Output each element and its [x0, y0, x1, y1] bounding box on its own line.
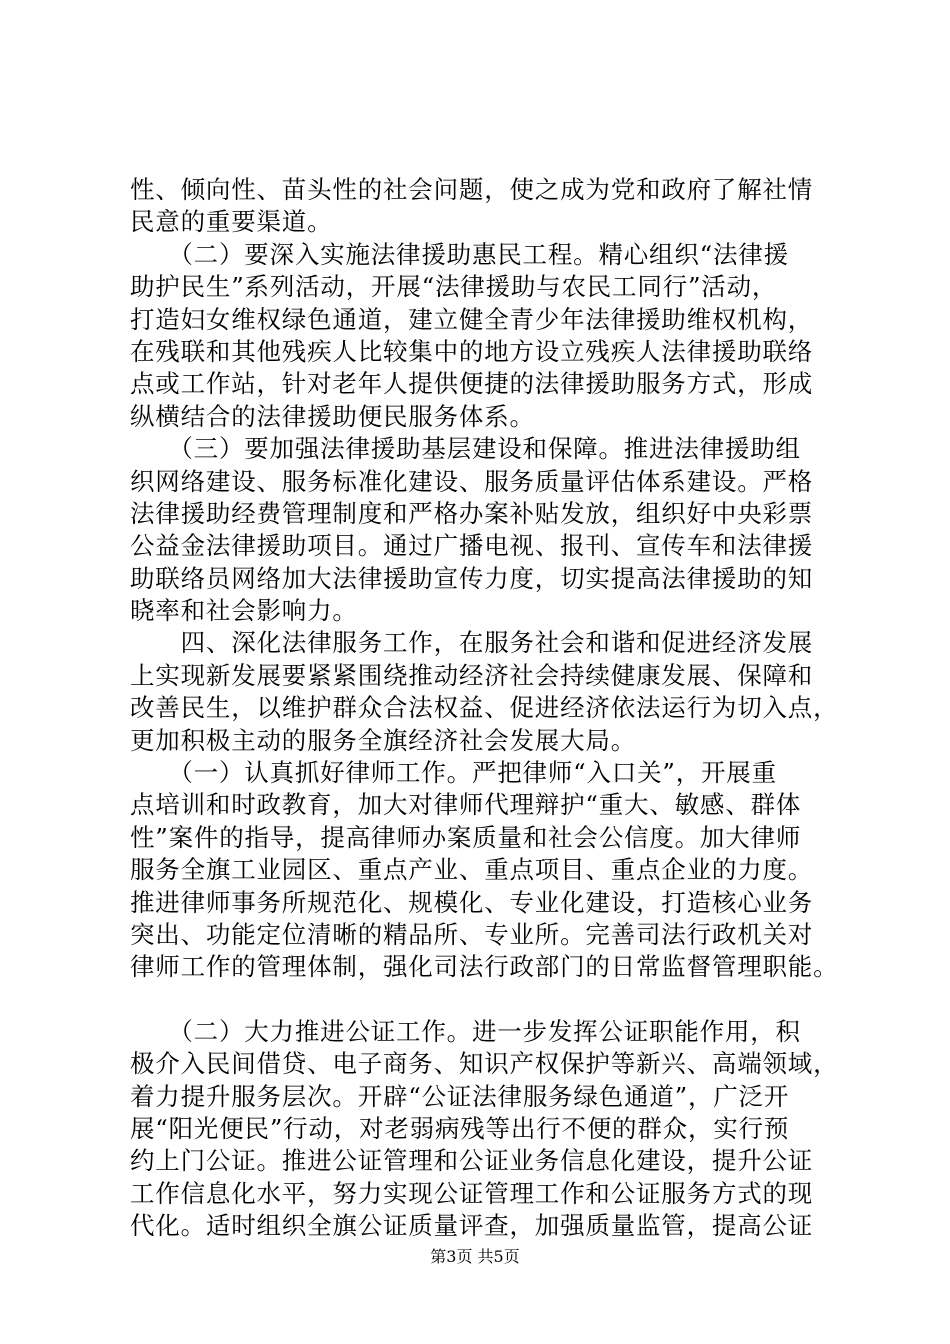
text-line: （二）大力推进公证工作。进一步发挥公证职能作用，积: [130, 1016, 801, 1046]
text-line: 民意的重要渠道。: [130, 207, 333, 237]
text-line: （二）要深入实施法律援助惠民工程。精心组织“法律援: [130, 239, 789, 269]
text-line: 纵横结合的法律援助便民服务体系。: [130, 401, 535, 431]
text-line: 公益金法律援助项目。通过广播电视、报刊、宣传车和法律援: [130, 531, 814, 561]
text-line: 改善民生，以维护群众合法权益、促进经济依法运行为切入点，: [130, 693, 839, 723]
paragraph: [130, 1016, 850, 1243]
text-line: 点或工作站，针对老年人提供便捷的法律援助服务方式，形成: [130, 369, 814, 399]
text-line: 助联络员网络加大法律援助宣传力度，切实提高法律援助的知: [130, 563, 814, 593]
text-line: 更加积极主动的服务全旗经济社会发展大局。: [130, 725, 636, 755]
text-line: 在残联和其他残疾人比较集中的地方设立残疾人法律援助联络: [130, 336, 814, 366]
text-line: 服务全旗工业园区、重点产业、重点项目、重点企业的力度。: [130, 855, 814, 885]
paragraph: [130, 174, 850, 239]
text-line: 突出、功能定位清晰的精品所、专业所。完善司法行政机关对: [130, 919, 814, 949]
document-body: [130, 174, 850, 1243]
text-line: 上实现新发展要紧紧围绕推动经济社会持续健康发展、保障和: [130, 660, 814, 690]
paragraph: [130, 433, 850, 627]
text-line: 极介入民间借贷、电子商务、知识产权保护等新兴、高端领域，: [130, 1049, 839, 1079]
text-line: 着力提升服务层次。开辟“公证法律服务绿色通道”，广泛开: [130, 1081, 790, 1111]
paragraph: [130, 239, 850, 433]
text-line: 代化。适时组织全旗公证质量评查，加强质量监管，提高公证: [130, 1211, 814, 1241]
text-line: 织网络建设、服务标准化建设、服务质量评估体系建设。严格: [130, 466, 814, 496]
text-line: 推进律师事务所规范化、规模化、专业化建设，打造核心业务: [130, 887, 814, 917]
text-line: 展“阳光便民”行动，对老弱病残等出行不便的群众，实行预: [130, 1113, 790, 1143]
text-line: 点培训和时政教育，加大对律师代理辩护“重大、敏感、群体: [130, 790, 802, 820]
text-line: 性、倾向性、苗头性的社会问题，使之成为党和政府了解社情: [130, 175, 814, 204]
text-line: 打造妇女维权绿色通道，建立健全青少年法律援助维权机构，: [130, 304, 814, 334]
text-line: 性”案件的指导，提高律师办案质量和社会公信度。加大律师: [130, 822, 802, 852]
paragraph-spacer: [130, 984, 850, 1016]
text-line: （一）认真抓好律师工作。严把律师“入口关”，开展重: [130, 758, 777, 788]
text-line: 晓率和社会影响力。: [130, 596, 358, 626]
text-line: 四、深化法律服务工作，在服务社会和谐和促进经济发展: [130, 628, 814, 658]
text-line: 律师工作的管理体制，强化司法行政部门的日常监督管理职能。: [130, 952, 839, 982]
text-line: 法律援助经费管理制度和严格办案补贴发放，组织好中央彩票: [130, 498, 814, 528]
paragraph: [130, 757, 850, 984]
text-line: 工作信息化水平，努力实现公证管理工作和公证服务方式的现: [130, 1178, 814, 1208]
text-line: 约上门公证。推进公证管理和公证业务信息化建设，提升公证: [130, 1146, 814, 1176]
text-line: 助护民生”系列活动，开展“法律援助与农民工同行”活动，: [130, 272, 778, 302]
text-line: （三）要加强法律援助基层建设和保障。推进法律援助组: [130, 434, 801, 464]
page-number-footer: 第3页 共5页: [430, 1247, 520, 1266]
paragraph: [130, 627, 850, 757]
